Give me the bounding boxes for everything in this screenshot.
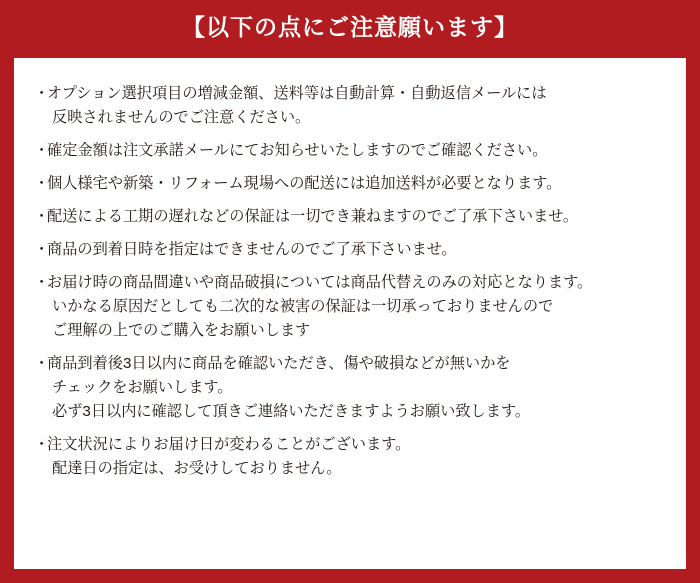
notice-item [34, 238, 666, 262]
notice-item-line [34, 400, 666, 424]
bullet-icon: ・ [34, 85, 50, 102]
notice-item-text: 個人様宅や新築・リフォーム現場への配送には追加送料が必要となります。 [47, 175, 562, 193]
notice-item-line-first [34, 238, 666, 262]
notice-item-text: 必ず3日以内に確認して頂きご連絡いただきますようお願い致します。 [52, 403, 531, 421]
notice-item-line-first [34, 82, 666, 106]
notice-item [34, 352, 666, 424]
notice-item-line-first [34, 271, 666, 295]
notice-item-text: 配送による工期の遅れなどの保証は一切でき兼ねますのでご了承下さいませ。 [47, 208, 579, 226]
notice-item-line [34, 319, 666, 343]
notice-item-text: いかなる原因だとしても二次的な被害の保証は一切承っておりませんので [52, 298, 554, 316]
notice-item-text: 配達日の指定は、お受けしておりません。 [52, 460, 342, 478]
notice-item [34, 172, 666, 196]
bullet-icon: ・ [34, 355, 50, 373]
notice-item-line-first [34, 352, 666, 376]
bullet-icon: ・ [34, 241, 50, 259]
notice-item [34, 271, 666, 343]
notice-item [34, 139, 666, 163]
notice-item-text: チェックをお願いします。 [52, 379, 233, 397]
notice-item-line [34, 457, 666, 481]
notice-item [34, 433, 666, 481]
notice-item-text: 確定金額は注文承諾メールにてお知らせいたしますのでご確認ください。 [47, 142, 548, 160]
notice-item-line-first [34, 139, 666, 163]
notice-item-line-first [34, 205, 666, 229]
notice-item-text: お届け時の商品間違いや商品破損については商品代替えのみの対応となります。 [47, 274, 593, 292]
notice-item-line-first [34, 433, 666, 457]
notice-item-text: 反映されませんのでご注意ください。 [52, 109, 311, 127]
notice-item-text: オプション選択項目の増減金額、送料等は自動計算・自動返信メールには [47, 85, 547, 102]
notice-item-text: 注文状況によりお届け日が変わることがございます。 [47, 436, 411, 454]
bullet-icon: ・ [34, 175, 50, 193]
bullet-icon: ・ [34, 208, 50, 226]
bullet-icon: ・ [34, 436, 50, 454]
notice-item-line [34, 376, 666, 400]
notice-item-text: 商品の到着日時を指定はできませんのでご了承下さいませ。 [47, 241, 457, 259]
notice-item [34, 205, 666, 229]
notice-item-text: ご理解の上でのご購入をお願いします [52, 322, 311, 340]
notice-item-line [34, 106, 666, 130]
notice-item-line [34, 295, 666, 319]
notice-item-text: 商品到着後3日以内に商品を確認いただき、傷や破損などが無いかを [47, 355, 511, 373]
notice-item-line-first [34, 172, 666, 196]
notice-title: 【以下の点にご注意願います】 [182, 14, 518, 40]
bullet-icon: ・ [34, 142, 50, 160]
notice-body [14, 58, 686, 569]
notice-item [34, 82, 666, 130]
bullet-icon: ・ [34, 274, 50, 292]
